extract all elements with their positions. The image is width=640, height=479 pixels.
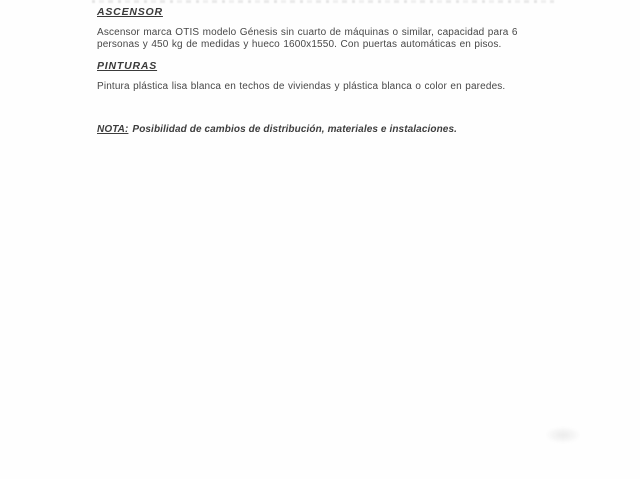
scan-smudge bbox=[546, 427, 580, 443]
note-text: Posibilidad de cambios de distribución, materiales e instalaciones. bbox=[132, 123, 457, 135]
section-body-pinturas: Pintura plástica lisa blanca en techos de viviendas y plástica blanca o color en paredes. bbox=[97, 81, 506, 92]
section-body-ascensor: Ascensor marca OTIS modelo Génesis sin cuarto de máquinas o similar, capacidad para 6 personas y 450 kg de medidas y hueco 1600x1550. Con puertas automáticas en pisos. bbox=[97, 27, 518, 50]
note-line bbox=[97, 124, 557, 136]
section-heading-ascensor: ASCENSOR bbox=[97, 6, 163, 18]
document-content bbox=[97, 6, 557, 135]
cutoff-text-remnant bbox=[92, 0, 554, 3]
note-label: NOTA: bbox=[97, 123, 129, 135]
section-heading-pinturas: PINTURAS bbox=[97, 60, 158, 72]
